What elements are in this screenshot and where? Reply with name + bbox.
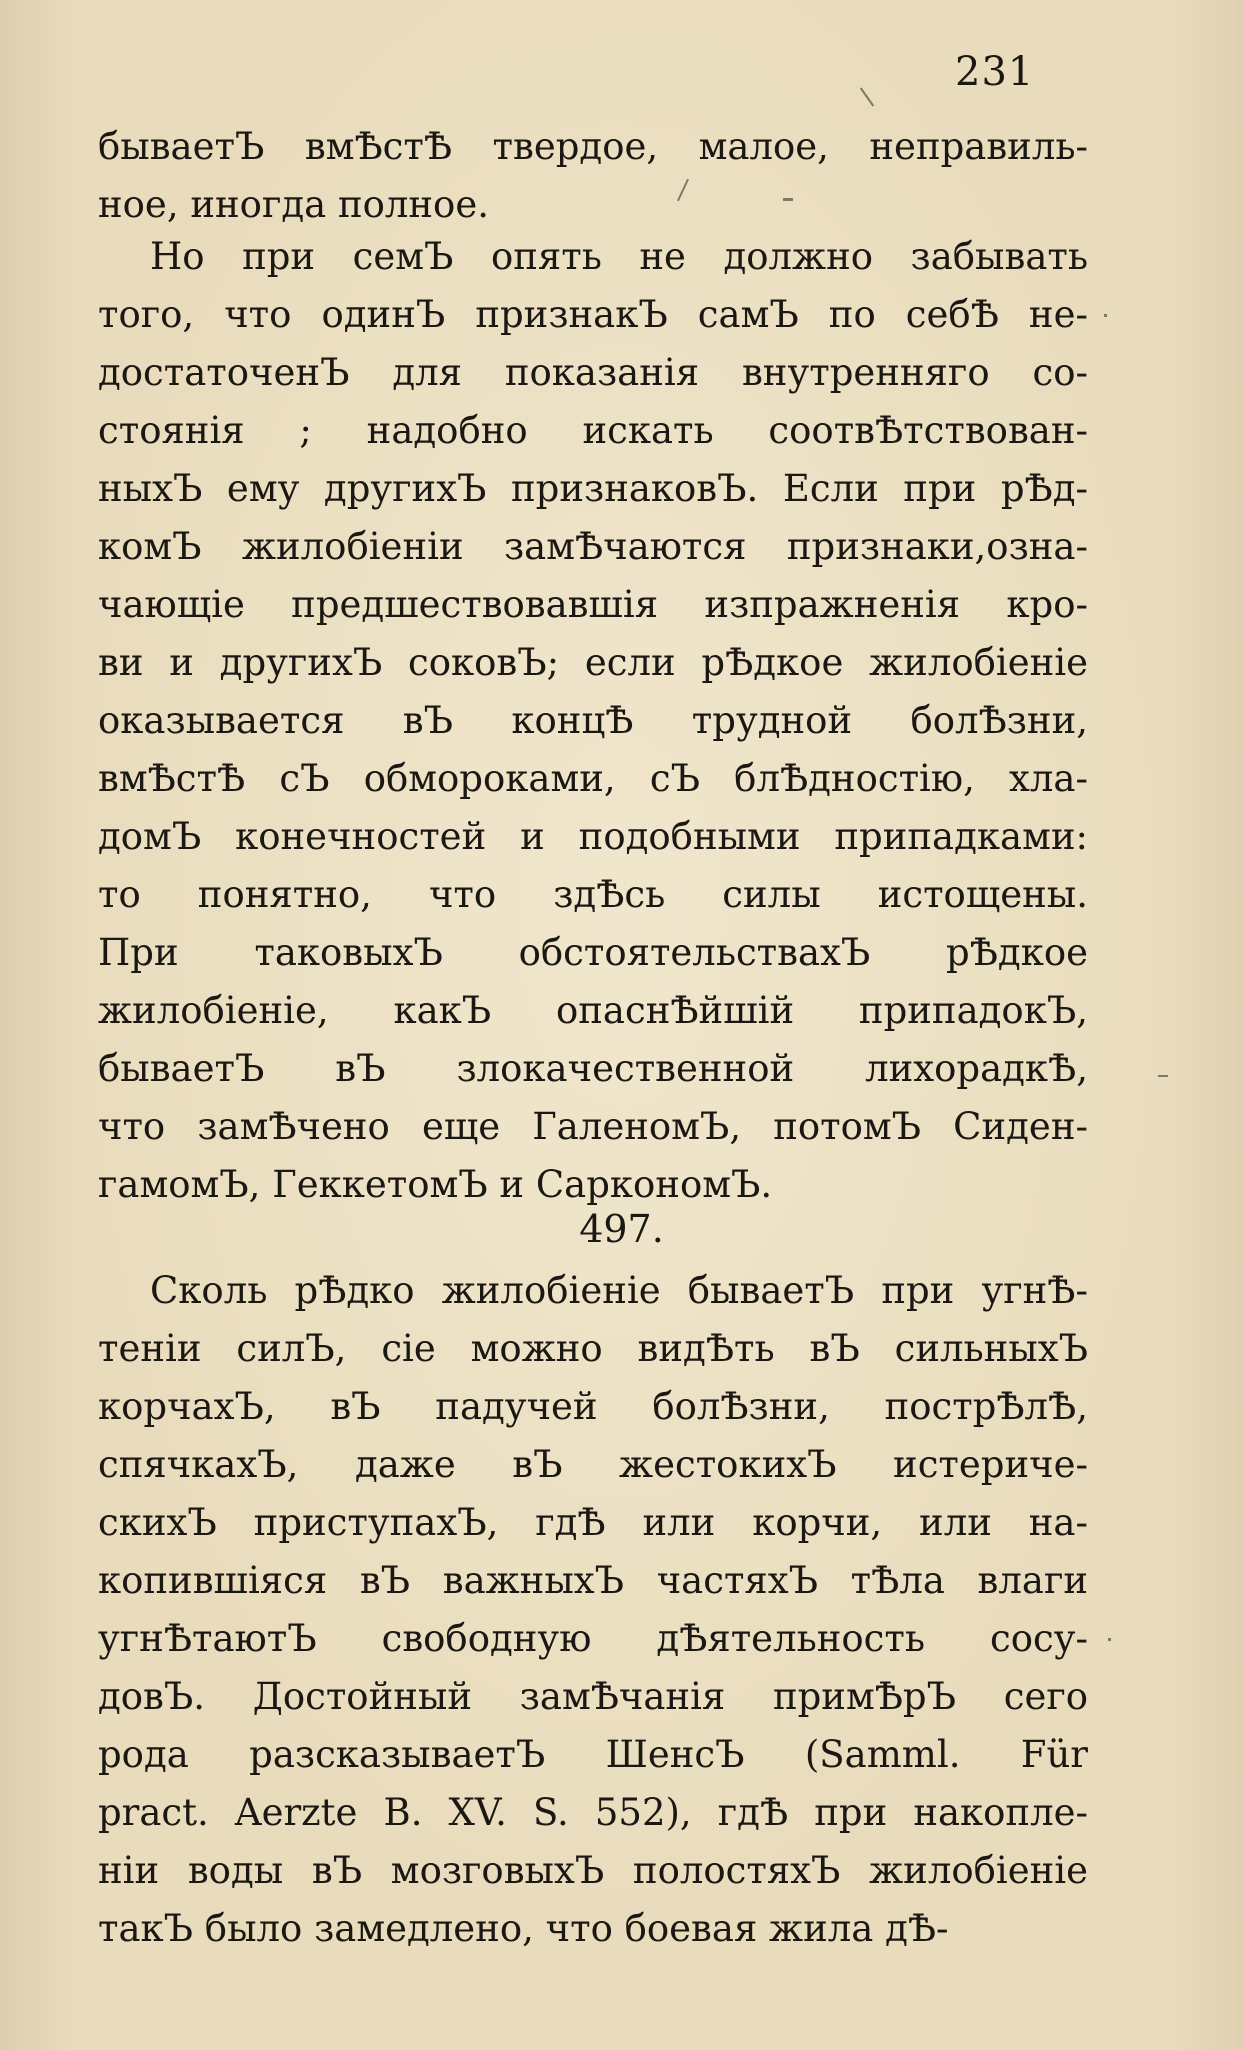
text-line: скихЪ приступахЪ, гдѢ или корчи, или на- [98, 1501, 1088, 1544]
text-line: корчахЪ, вЪ падучей болѢзни, пострѢлѢ, [98, 1385, 1088, 1428]
text-line: ніи воды вЪ мозговыхЪ полостяхЪ жилобіеніе [98, 1849, 1088, 1892]
paragraph-1 [98, 228, 1088, 1214]
paragraph-2 [98, 1262, 1088, 1958]
text-line: pract. Aerzte B. XV. S. 552), гдѢ при накопле- [98, 1791, 1088, 1834]
text-line: того, что одинЪ признакЪ самЪ по себѢ не- [98, 293, 1088, 336]
text-line: теніи силЪ, сіе можно видѢть вЪ сильныхЪ [98, 1327, 1088, 1370]
text-line: При таковыхЪ обстоятельствахЪ рѢдкое [98, 931, 1088, 974]
paper-speck [783, 198, 793, 201]
text-line: угнѢтаютЪ свободную дѢятельность сосу- [98, 1617, 1088, 1660]
text-line: ныхЪ ему другихЪ признаковЪ. Если при рѢд- [98, 467, 1088, 510]
text-line: вмѢстѢ сЪ обмороками, сЪ блѢдностію, хла- [98, 757, 1088, 800]
text-line: достаточенЪ для показанія внутренняго со- [98, 351, 1088, 394]
text-line: чающіе предшествовавшія изпражненія кро- [98, 583, 1088, 626]
page-number: 231 [955, 49, 1035, 95]
text-line: бываетЪ вмѢстѢ твердое, малое, неправиль- [98, 125, 1088, 168]
paper-speck [860, 87, 874, 106]
text-line: ное, иногда полное. [98, 183, 489, 226]
text-line: копившіяся вЪ важныхЪ частяхЪ тѢла влаги [98, 1559, 1088, 1602]
paper-speck [1108, 1638, 1111, 1641]
section-number: 497. [579, 1207, 664, 1251]
text-line: оказывается вЪ концѢ трудной болѢзни, [98, 699, 1088, 742]
text-line: гамомЪ, ГеккетомЪ и СаркономЪ. [98, 1163, 773, 1206]
text-line: довЪ. Достойный замѢчанія примѢрЪ сего [98, 1675, 1088, 1718]
text-line: Но при семЪ опять не должно забывать [150, 235, 1088, 278]
text-line: жилобіеніе, какЪ опаснѢйшій припадокЪ, [98, 989, 1088, 1032]
text-line: ви и другихЪ соковЪ; если рѢдкое жилобіеніе [98, 641, 1088, 684]
text-line: рода разсказываетЪ ШенсЪ (Samml. Für [98, 1733, 1088, 1776]
text-line: то понятно, что здѢсь силы истощены. [98, 873, 1088, 916]
text-line: спячкахЪ, даже вЪ жестокихЪ истериче- [98, 1443, 1088, 1486]
text-line: что замѢчено еще ГаленомЪ, потомЪ Сиден- [98, 1105, 1088, 1148]
text-line: комЪ жилобіеніи замѢчаются признаки,озна- [98, 525, 1088, 568]
paper-speck [1158, 1075, 1168, 1077]
text-line: стоянія ; надобно искать соотвѢтствован- [98, 409, 1088, 452]
text-line: домЪ конечностей и подобными припадками: [98, 815, 1088, 858]
paper-speck [1104, 314, 1107, 317]
text-line: такЪ было замедлено, что боевая жила дѢ- [98, 1907, 949, 1950]
continuation-text [98, 118, 1088, 234]
text-line: Сколь рѢдко жилобіеніе бываетЪ при угнѢ- [150, 1269, 1088, 1312]
text-line: бываетЪ вЪ злокачественной лихорадкѢ, [98, 1047, 1088, 1090]
